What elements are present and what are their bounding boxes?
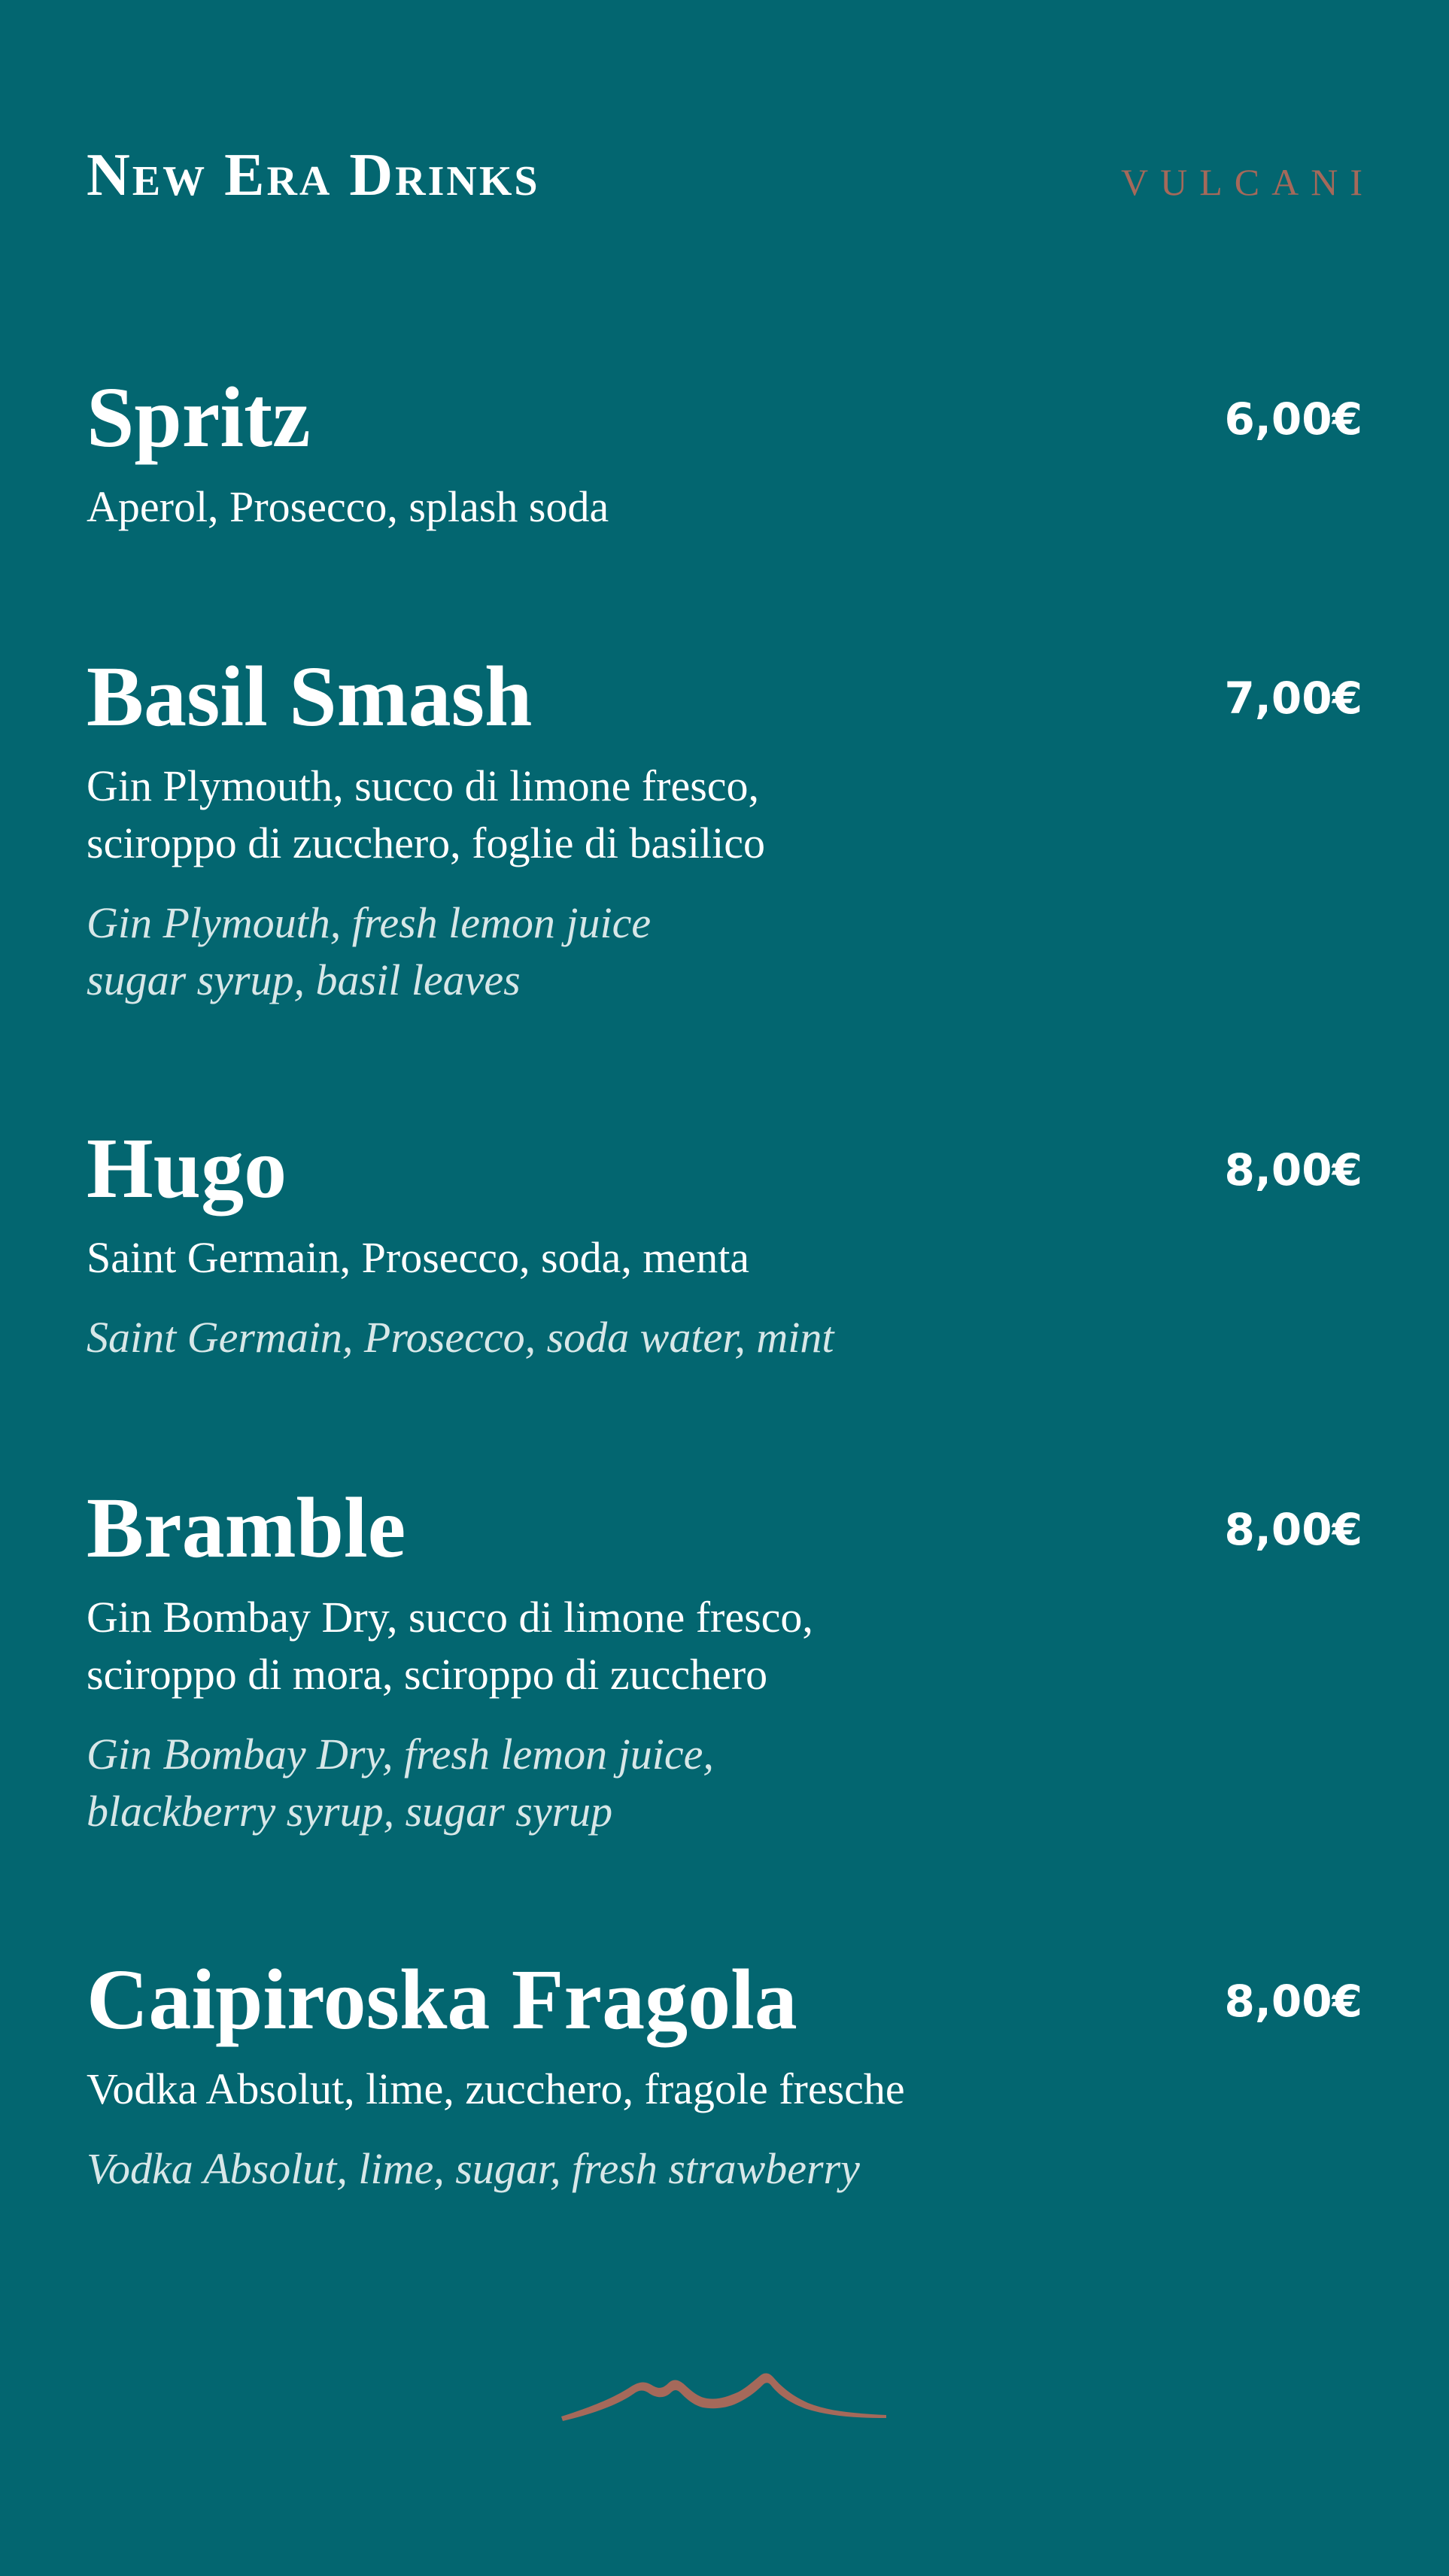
- description-line: sciroppo di mora, sciroppo di zucchero: [87, 1650, 768, 1699]
- description-line: Vodka Absolut, lime, sugar, fresh strawberry: [87, 2144, 860, 2193]
- description-line: Aperol, Prosecco, splash soda: [87, 482, 609, 531]
- item-price: 8,00€: [1224, 1144, 1362, 1195]
- item-description-it: [87, 478, 1362, 536]
- description-line: Vodka Absolut, lime, zucchero, fragole fresche: [87, 2064, 905, 2113]
- item-description-it: [87, 1589, 1362, 1703]
- menu-item: [87, 1479, 1362, 1840]
- item-name: Caipiroska Fragola: [87, 1952, 797, 2047]
- menu-header: [87, 141, 1375, 217]
- item-name: Basil Smash: [87, 649, 533, 744]
- menu-item: [87, 1951, 1362, 2198]
- item-price: 8,00€: [1224, 1976, 1362, 2027]
- description-line: Gin Plymouth, succo di limone fresco,: [87, 761, 760, 810]
- item-description-it: [87, 1229, 1362, 1286]
- item-description-en: [87, 1309, 1362, 1366]
- item-name: Spritz: [87, 369, 311, 465]
- description-line: Saint Germain, Prosecco, soda water, mint: [87, 1313, 834, 1362]
- item-description-en: [87, 1726, 1362, 1840]
- item-description-it: [87, 2061, 1362, 2118]
- description-line: blackberry syrup, sugar syrup: [87, 1787, 613, 1836]
- description-line: Saint Germain, Prosecco, soda, menta: [87, 1233, 750, 1282]
- description-line: sciroppo di zucchero, foglie di basilico: [87, 819, 765, 867]
- description-line: sugar syrup, basil leaves: [87, 955, 521, 1004]
- item-name: Hugo: [87, 1120, 287, 1216]
- menu-item: [87, 1119, 1362, 1366]
- description-line: Gin Bombay Dry, succo di limone fresco,: [87, 1593, 813, 1642]
- menu-item: [87, 648, 1362, 1009]
- menu-item: [87, 369, 1362, 536]
- section-title: New Era Drinks: [87, 142, 540, 208]
- item-price: 7,00€: [1224, 673, 1362, 724]
- mountain-logo-icon: [560, 2368, 888, 2421]
- item-description-en: [87, 895, 1362, 1009]
- item-price: 8,00€: [1224, 1504, 1362, 1555]
- item-price: 6,00€: [1224, 393, 1362, 445]
- item-description-it: [87, 758, 1362, 872]
- description-line: Gin Bombay Dry, fresh lemon juice,: [87, 1730, 714, 1779]
- item-name: Bramble: [87, 1480, 406, 1575]
- description-line: Gin Plymouth, fresh lemon juice: [87, 898, 652, 947]
- brand-logo-text: VULCANI: [1121, 161, 1375, 203]
- item-description-en: [87, 2140, 1362, 2198]
